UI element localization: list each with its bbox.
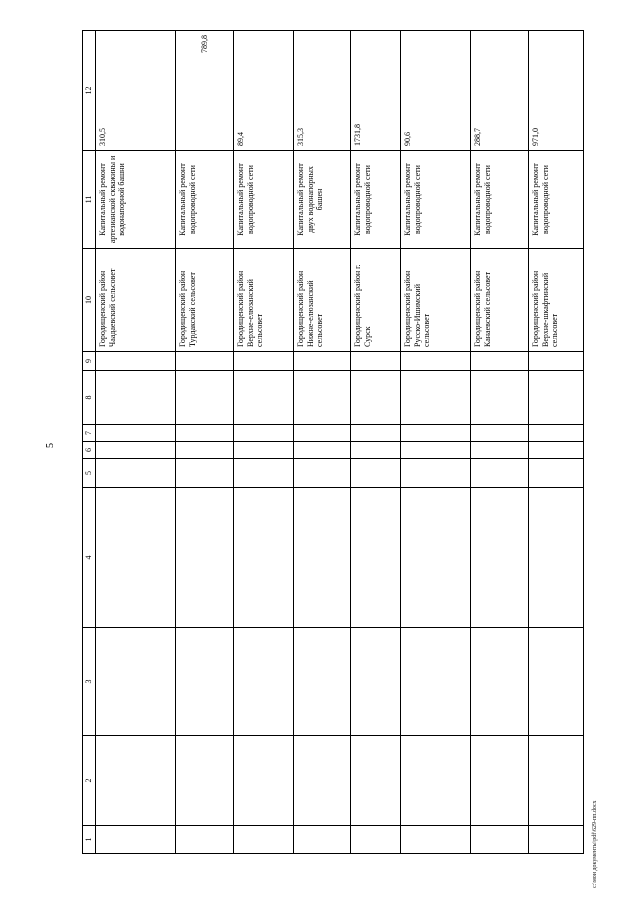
district-cell: Городищенский район Верхне-шкафтинский сельсовет [529,249,584,352]
table-row [234,31,294,854]
data-table [82,30,584,854]
header-cell: 12 [83,31,96,151]
district-cell: Городищенский район Турдакский сельсовет [176,249,234,352]
district-cell: Городищенский район Нижне-елюзанский сельсовет [294,249,351,352]
amount-cell: 288,7 [471,31,529,151]
header-cell: 10 [83,249,96,352]
district-cell: Городищенский район Русско-Ишимский сельсовет [401,249,471,352]
table-row [529,31,584,854]
amount-cell: 315,3 [294,31,351,151]
header-cell: 2 [83,736,96,826]
work-cell: Капитальный ремонт водопроводной сети [401,151,471,249]
amount-cell: 789,8 [176,31,234,151]
footer-file-path: c:\мои документы\pdf\629-пп.docx [592,800,598,888]
table-row [471,31,529,854]
work-cell: Капитальный ремонт водопроводной сети [529,151,584,249]
header-cell: 6 [83,442,96,459]
amount-cell: 310,5 [96,31,176,151]
header-row [83,31,96,854]
work-cell: Капитальный ремонт двух водонапорных башен [294,151,351,249]
work-cell: Капитальный ремонт артезианской скважины и водонапорной башни [96,151,176,249]
amount-cell: 90,6 [401,31,471,151]
work-cell: Капитальный ремонт водопроводной сети [234,151,294,249]
table-row [351,31,401,854]
district-cell: Городищенский район Канаевский сельсовет [471,249,529,352]
table-row [96,31,176,854]
district-cell: Городищенский район Чаадаевский сельсовет [96,249,176,352]
amount-cell: 1731,8 [351,31,401,151]
table-row [294,31,351,854]
header-cell: 1 [83,826,96,854]
work-cell: Капитальный ремонт водопроводной сети [351,151,401,249]
amount-cell: 971,0 [529,31,584,151]
page-number: 5 [45,443,56,448]
header-cell: 5 [83,459,96,488]
header-cell: 7 [83,425,96,442]
amount-cell: 89,4 [234,31,294,151]
header-cell: 11 [83,151,96,249]
header-cell: 4 [83,488,96,628]
table-row [176,31,234,854]
rotated-table-container [82,31,581,854]
work-cell: Капитальный ремонт водопроводной сети [471,151,529,249]
table-row [401,31,471,854]
header-cell: 9 [83,352,96,371]
district-cell: Городищенский район Верхне-елюзанский сельсовет [234,249,294,352]
header-cell: 8 [83,371,96,425]
header-cell: 3 [83,628,96,736]
district-cell: Городищенский район г. Сурск [351,249,401,352]
work-cell: Капитальный ремонт водопроводной сети [176,151,234,249]
